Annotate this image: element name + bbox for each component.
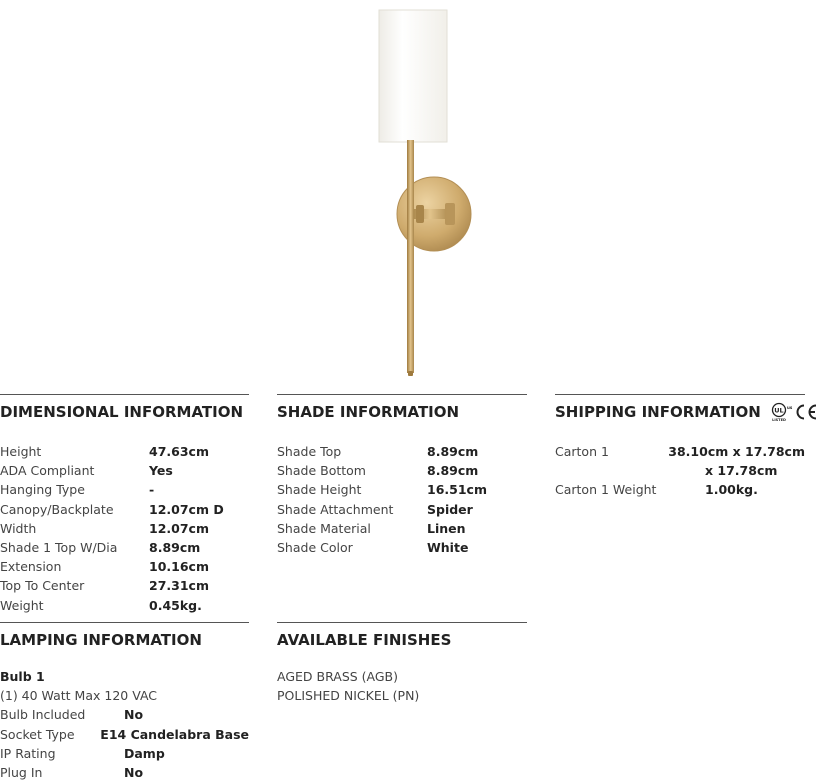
spec-label: Plug In <box>0 764 43 780</box>
spec-label: Shade Color <box>277 539 353 555</box>
spec-label: Height <box>0 444 42 459</box>
section-divider <box>277 622 527 623</box>
lamp-shade <box>379 10 447 142</box>
spec-row <box>555 461 805 480</box>
spec-row <box>277 442 527 461</box>
spec-value: White <box>427 539 469 555</box>
finishes-section <box>277 622 527 705</box>
spec-row <box>555 442 805 461</box>
section-title: SHADE INFORMATION <box>277 403 460 421</box>
section-divider <box>555 394 805 395</box>
spec-list <box>0 667 249 782</box>
spec-row <box>277 461 527 480</box>
spec-label: Top To Center <box>0 578 85 594</box>
finish-item <box>277 667 527 686</box>
spec-value: 10.16cm <box>149 559 209 575</box>
spec-label: Shade Bottom <box>277 463 366 479</box>
spec-label: Carton 1 Weight <box>555 482 657 498</box>
spec-row <box>0 538 249 557</box>
section-divider <box>277 394 527 395</box>
spec-row <box>0 725 249 744</box>
spec-list <box>0 442 249 615</box>
spec-value: 27.31cm <box>149 578 209 594</box>
lamping-rows <box>0 705 249 782</box>
spec-value: 8.89cm <box>149 539 201 555</box>
ul-listed-icon <box>769 402 791 422</box>
section-divider <box>0 622 249 623</box>
section-title: AVAILABLE FINISHES <box>277 631 452 649</box>
finish-item <box>277 686 527 705</box>
svg-text:LISTED: LISTED <box>771 418 786 422</box>
bulb-title: Bulb 1 <box>0 669 45 684</box>
finish-label: AGED BRASS (AGB) <box>277 669 399 684</box>
spec-value: E14 Candelabra Base <box>100 726 249 742</box>
finish-list <box>277 667 527 705</box>
spec-row <box>0 500 249 519</box>
spec-row <box>0 705 249 724</box>
spec-value: 0.45kg. <box>149 597 202 613</box>
spec-row <box>0 557 249 576</box>
spec-label: Shade Height <box>277 482 362 498</box>
spec-row <box>277 538 527 557</box>
section-title: LAMPING INFORMATION <box>0 631 202 649</box>
spec-label: Hanging Type <box>0 482 85 498</box>
spec-row <box>0 519 249 538</box>
section-title: SHIPPING INFORMATION <box>555 403 761 421</box>
section-divider <box>0 394 249 395</box>
svg-text:UL: UL <box>774 406 784 415</box>
spec-value: No <box>124 707 144 723</box>
spec-row <box>0 744 249 763</box>
spec-value: Spider <box>427 501 473 517</box>
ce-mark-icon <box>793 402 819 422</box>
spec-row <box>0 576 249 595</box>
spec-list <box>555 442 805 500</box>
spec-value: 8.89cm <box>427 463 479 479</box>
spec-value: x 17.78cm <box>705 463 778 479</box>
spec-value: 1.00kg. <box>705 482 758 498</box>
spec-value: 16.51cm <box>427 482 487 498</box>
spec-row <box>0 480 249 499</box>
spec-value: Linen <box>427 520 466 536</box>
spec-label: Shade 1 Top W/Dia <box>0 539 118 555</box>
spec-label: Shade Material <box>277 520 371 536</box>
spec-row <box>555 480 805 499</box>
spec-label: Bulb Included <box>0 707 86 723</box>
spec-value: 38.10cm x 17.78cm <box>668 444 805 459</box>
lamping-section <box>0 622 249 782</box>
spec-label: Shade Attachment <box>277 501 394 517</box>
spec-label: Canopy/Backplate <box>0 501 114 517</box>
spec-label: IP Rating <box>0 745 56 761</box>
spec-label: Shade Top <box>277 444 342 459</box>
spec-value: Damp <box>124 745 165 761</box>
dimensional-section <box>0 394 249 615</box>
product-image <box>0 0 824 385</box>
section-title-row <box>555 402 805 422</box>
spec-label: Width <box>0 520 37 536</box>
spec-row <box>0 461 249 480</box>
spec-value: 47.63cm <box>149 444 209 459</box>
svg-text:us: us <box>786 405 793 410</box>
spec-value: 12.07cm <box>149 520 209 536</box>
spec-label: ADA Compliant <box>0 463 95 479</box>
spec-row <box>277 480 527 499</box>
spec-label: Weight <box>0 597 44 613</box>
spec-label: Socket Type <box>0 726 75 742</box>
spec-row <box>277 500 527 519</box>
spec-value: Yes <box>149 463 173 479</box>
spec-value: No <box>124 764 144 780</box>
lamp-rod <box>407 140 414 373</box>
shipping-section <box>555 394 805 500</box>
spec-value: 12.07cm D <box>149 501 224 517</box>
spec-row <box>0 596 249 615</box>
spec-row <box>0 442 249 461</box>
spec-label: Carton 1 <box>555 444 609 459</box>
spec-list <box>277 442 527 557</box>
spec-row <box>277 519 527 538</box>
lamp-arm <box>409 209 451 219</box>
spec-value: 8.89cm <box>427 444 479 459</box>
spec-value: - <box>149 482 155 498</box>
finish-label: POLISHED NICKEL (PN) <box>277 688 420 704</box>
spec-label: Extension <box>0 559 62 575</box>
section-title: DIMENSIONAL INFORMATION <box>0 403 244 421</box>
bulb-description: (1) 40 Watt Max 120 VAC <box>0 688 158 704</box>
spec-row <box>0 763 249 782</box>
shade-section <box>277 394 527 557</box>
